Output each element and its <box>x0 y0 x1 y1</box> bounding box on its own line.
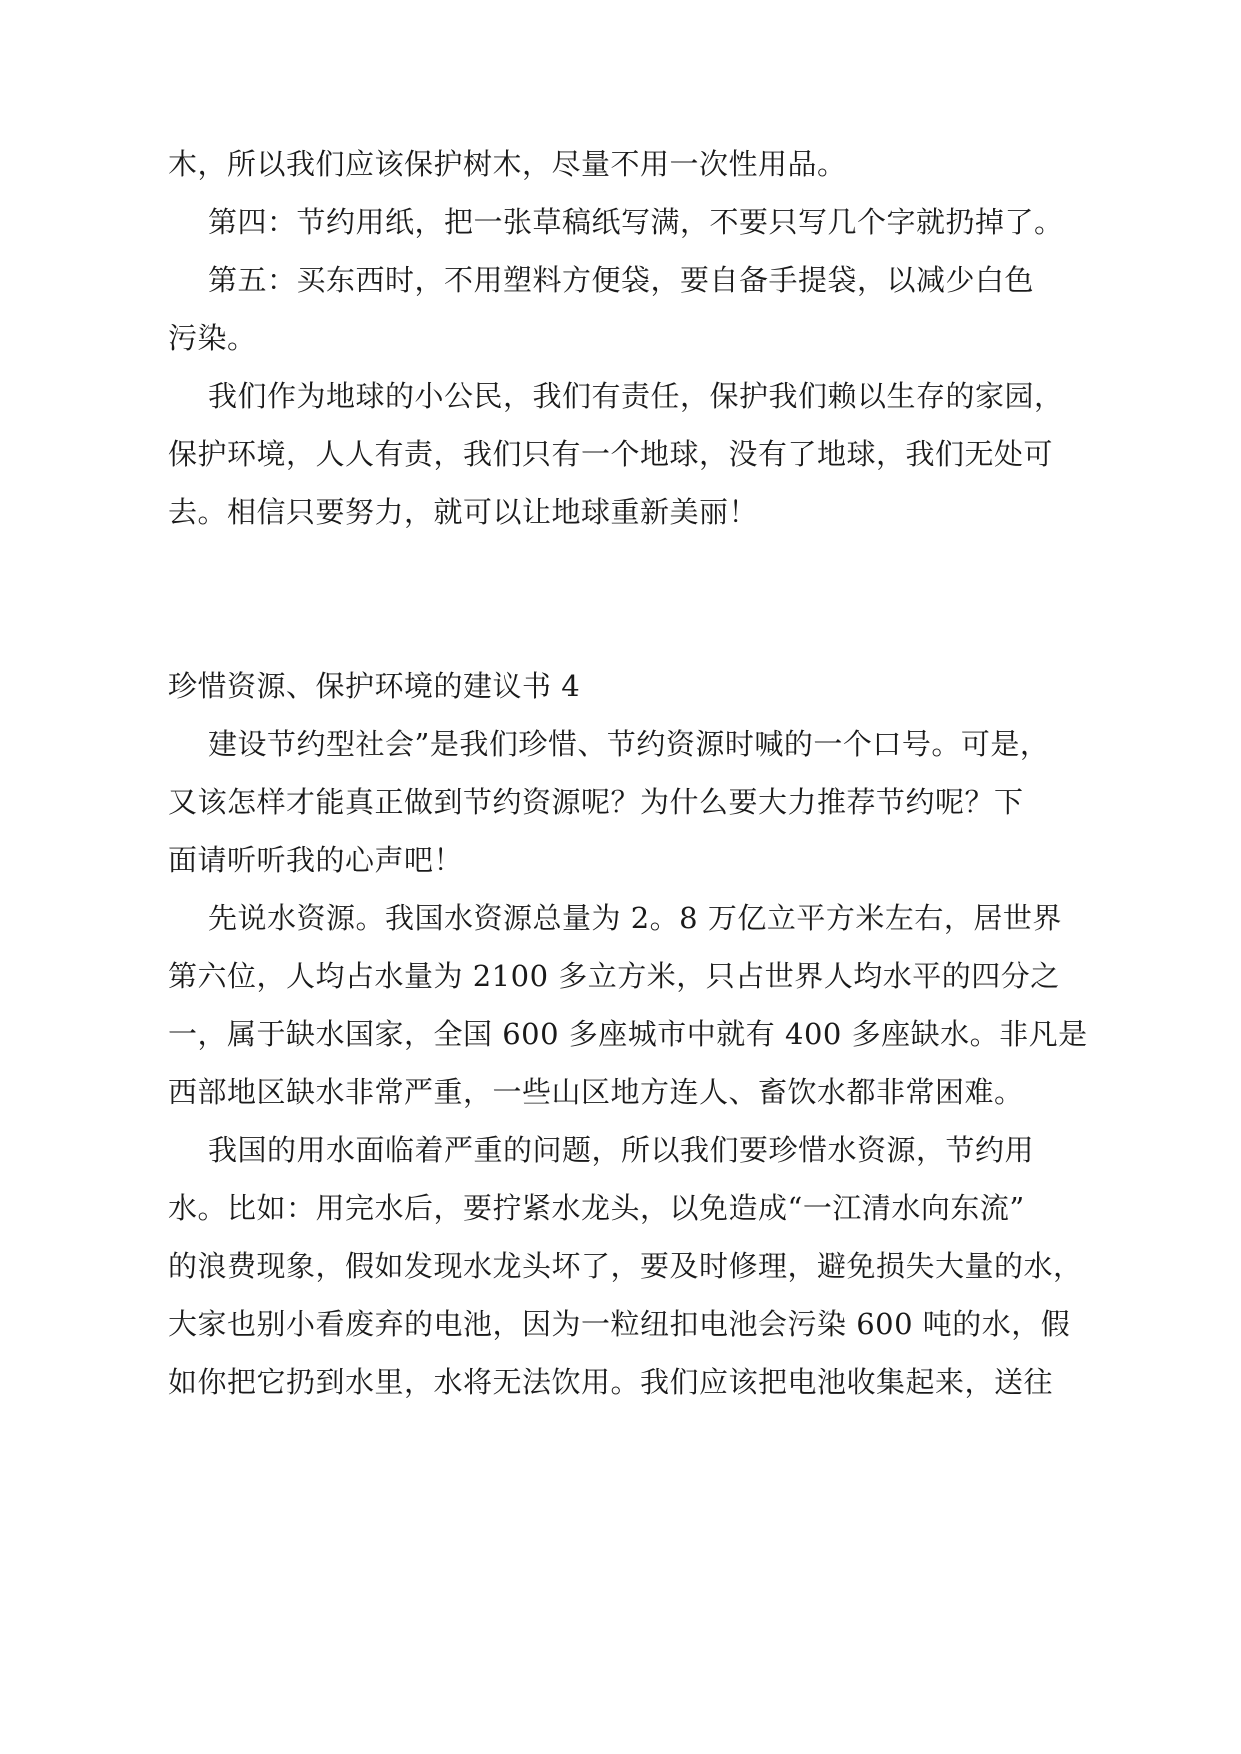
text-line: 西部地区缺水非常严重，一些山区地方连人、畜饮水都非常困难。 <box>168 1075 1024 1109</box>
text-line: 保护环境，人人有责，我们只有一个地球，没有了地球，我们无处可 <box>168 437 1054 471</box>
text-line: 先说水资源。我国水资源总量为 2。8 万亿立平方米左右，居世界 <box>208 901 1062 935</box>
text-line: 第五：买东西时，不用塑料方便袋，要自备手提袋，以减少白色 <box>208 263 1035 297</box>
text-line: 建设节约型社会”是我们珍惜、节约资源时喊的一个口号。可是， <box>208 727 1050 761</box>
text-line: 又该怎样才能真正做到节约资源呢？为什么要大力推荐节约呢？下 <box>168 785 1024 819</box>
text-line: 去。相信只要努力，就可以让地球重新美丽！ <box>168 495 759 529</box>
text-line: 污染。 <box>168 321 257 355</box>
text-line: 水。比如：用完水后，要拧紧水龙头，以免造成“一江清水向东流” <box>168 1191 1025 1225</box>
section-heading: 珍惜资源、保护环境的建议书 4 <box>168 669 581 703</box>
text-line: 如你把它扔到水里，水将无法饮用。我们应该把电池收集起来，送往 <box>168 1365 1054 1399</box>
text-line: 我们作为地球的小公民，我们有责任，保护我们赖以生存的家园， <box>208 379 1064 413</box>
text-line: 面请听听我的心声吧！ <box>168 843 464 877</box>
text-line: 的浪费现象，假如发现水龙头坏了，要及时修理，避免损失大量的水， <box>168 1249 1083 1283</box>
text-line: 第六位，人均占水量为 2100 多立方米，只占世界人均水平的四分之 <box>168 959 1060 993</box>
text-line: 木，所以我们应该保护树木，尽量不用一次性用品。 <box>168 147 847 181</box>
text-line: 我国的用水面临着严重的问题，所以我们要珍惜水资源，节约用 <box>208 1133 1035 1167</box>
text-line: 一，属于缺水国家，全国 600 多座城市中就有 400 多座缺水。非凡是 <box>168 1017 1088 1051</box>
text-line: 大家也别小看废弃的电池，因为一粒纽扣电池会污染 600 吨的水，假 <box>168 1307 1071 1341</box>
text-line: 第四：节约用纸，把一张草稿纸写满，不要只写几个字就扔掉了。 <box>208 205 1064 239</box>
